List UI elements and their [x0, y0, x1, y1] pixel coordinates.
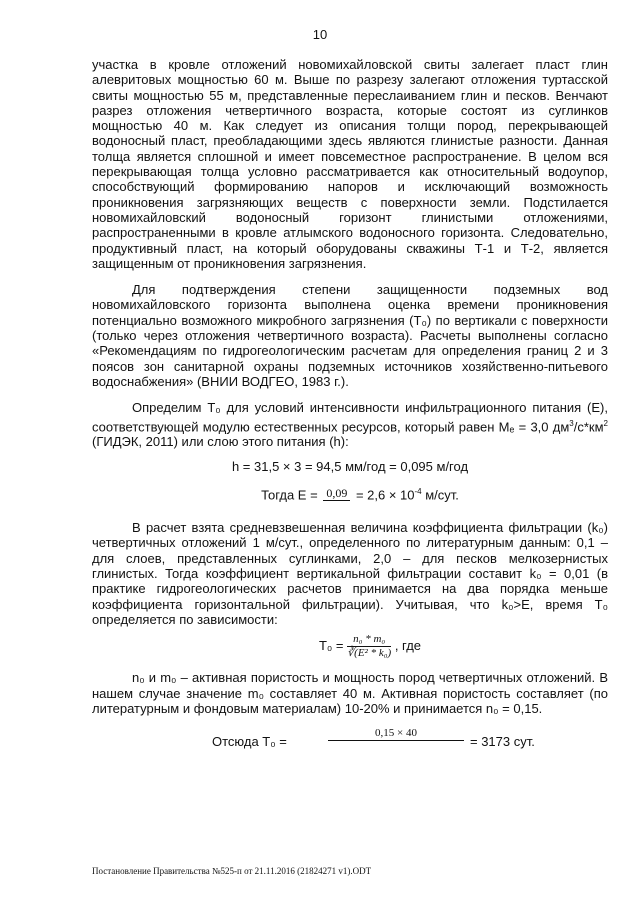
- formula-t0-prefix: Т₀ =: [318, 638, 344, 654]
- formula-e-fraction-bar: [323, 500, 350, 504]
- infiltration-text-c: (ГИДЭК, 2011) или слою этого питания (h):: [92, 434, 349, 450]
- formula-calc: [92, 726, 608, 756]
- document-body: [92, 57, 608, 756]
- paragraph-filtration: В расчет взята средневзвешенная величина коэффициента фильтрации (k₀) четвертичных отложений 1 м/сут., определенного по литературным данным: 0,1 – для слоев, представленных суглинками, 2,0 – для песков мелкозернистых глинистых. Тогда коэффициент вертикальной фильтрации составит k₀ = 0,01 (в практике гидрогеологических расчетов принимается на два порядка меньше коэффициента горизонтальной фильтрации). Учитывая, что k₀>E, время Т₀ определяется по зависимости:: [92, 520, 608, 627]
- page-number: 10: [312, 27, 328, 42]
- formula-e: [92, 484, 608, 504]
- infiltration-sup-2: 2: [603, 418, 608, 428]
- formula-e-numerator: 0,09: [326, 486, 348, 501]
- formula-e-fraction: [323, 487, 350, 504]
- formula-calc-result: = 3173 сут.: [470, 734, 535, 750]
- formula-calc-denominator: [328, 741, 464, 749]
- formula-t0-numerator: n₀ * m₀: [347, 633, 391, 647]
- formula-e-prefix: Тогда Е =: [261, 487, 318, 503]
- document-footer: Постановление Правительства №525-п от 21.11.2016 (21824271 v1).ODT: [92, 866, 372, 876]
- formula-calc-numerator: 0,15 × 40: [328, 727, 464, 741]
- paragraph-geology: участка в кровле отложений новомихайловской свиты залегает пласт глин алевритовых мощностью 60 м. Выше по разрезу залегают отложения туртасской свиты мощностью 55 м, представленные переслаиванием глин и песков. Венчают разрез отложения четвертичного возраста, которые состоят из суглинков мощностью 40 м. Как следует из описания толщи пород, перекрывающей водоносный пласт, преобладающими здесь являются глинистые разности. Данная толща является сплошной и имеет повсеместное распространение. В целом вся перекрывающая толща условно рассматривается как относительный водоупор, способствующий формированию напоров и исключающий возможность проникновения загрязняющих веществ с поверхности земли. Подстилается новомихайловский водоносный горизонт глинистыми отложениями, распространенными в кровле атлымского водоносного горизонта. Следовательно, продуктивный пласт, на который оборудованы скважины Т-1 и Т-2, является защищенным от проникновения загрязнения.: [92, 57, 608, 271]
- formula-t0-suffix: , где: [394, 638, 422, 654]
- paragraph-assessment: Для подтверждения степени защищенности подземных вод новомихайловского горизонта выполнена оценка времени проникновения потенциально возможного микробного загрязнения (Т₀) по вертикали с поверхности (только через отложения четвертичного возраста). Расчеты выполнены согласно «Рекомендациям по гидрогеологическим расчетам для определения границ 2 и 3 поясов зон санитарной охраны подземных источников хозяйственно-питьевого водоснабжения» (ВНИИ ВОДГЕО, 1983 г.).: [92, 282, 608, 389]
- formula-t0-fraction: [347, 633, 391, 660]
- formula-t0: [92, 633, 608, 660]
- formula-e-result-a: = 2,6 × 10: [355, 487, 415, 503]
- formula-t0-denominator: ∛(E² * k₀): [347, 647, 392, 660]
- formula-e-result-b: м/сут.: [421, 487, 459, 503]
- infiltration-text-a: Определим Т₀ для условий интенсивности инфильтрационного питания (Е), соответствующей модулю естественных ресурсов, который равен Мₑ = 3,0 дм: [92, 400, 608, 434]
- formula-calc-fraction: [328, 727, 464, 749]
- formula-e-exponent: -4: [414, 486, 422, 496]
- infiltration-sup-1: 3: [569, 418, 574, 428]
- formula-h: h = 31,5 × 3 = 94,5 мм/год = 0,095 м/год: [231, 459, 469, 475]
- infiltration-text-b: /с*км: [573, 418, 604, 434]
- paragraph-infiltration: [92, 400, 608, 449]
- formula-calc-prefix: Отсюда Т₀ =: [212, 734, 287, 750]
- paragraph-porosity: n₀ и m₀ – активная пористость и мощность пород четвертичных отложений. В нашем случае значение m₀ составляет 40 м. Активная пористость составляет (по литературным и фондовым материалам) 10-20% и принимается n₀ = 0,15.: [92, 670, 608, 716]
